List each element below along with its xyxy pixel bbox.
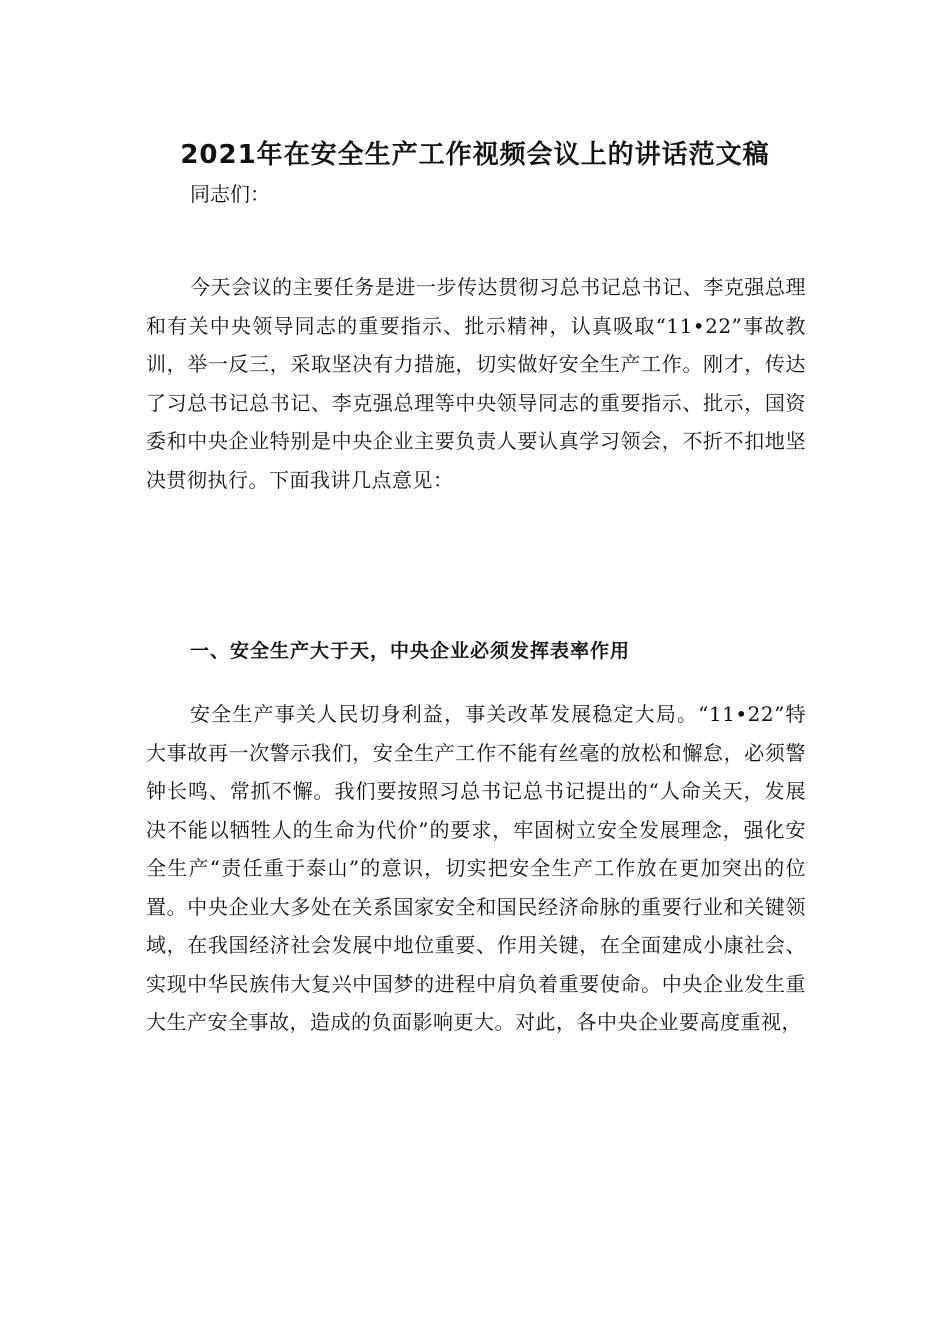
paragraph-section-1: 安全生产事关人民切身利益，事关改革发展稳定大局。“11•22”特大事故再一次警示我们，安全生产工作不能有丝毫的放松和懈怠，必须警钟长鸣、常抓不懈。我们要按照习总书记总书记提出的“人命关天，发展决不能以牺牲人的生命为代价”的要求，牢固树立安全发展理念，强化安全生产“责任重于泰山”的意识，切实把安全生产工作放在更加突出的位置。中央企业大多处在关系国家安全和国民经济命脉的重要行业和关键领域，在我国经济社会发展中地位重要、作用关键，在全面建成小康社会、实现中华民族伟大复兴中国梦的进程中肩负着重要使命。中央企业发生重大生产安全事故，造成的负面影响更大。对此，各中央企业要高度重视， — [146, 702, 806, 1034]
paragraph-intro: 今天会议的主要任务是进一步传达贯彻习总书记总书记、李克强总理和有关中央领导同志的重要指示、批示精神，认真吸取“11•22”事故教训，举一反三，采取坚决有力措施，切实做好安全生产工作。刚才，传达了习总书记总书记、李克强总理等中央领导同志的重要指示、批示，国资委和中央企业特别是中央企业主要负责人要认真学习领会，不折不扣地坚决贯彻执行。下面我讲几点意见： — [146, 275, 806, 492]
document-title: 2021年在安全生产工作视频会议上的讲话范文稿 — [180, 140, 770, 170]
greeting: 同志们： — [190, 182, 270, 206]
section-heading-1: 一、安全生产大于天，中央企业必须发挥表率作用 — [190, 640, 631, 662]
